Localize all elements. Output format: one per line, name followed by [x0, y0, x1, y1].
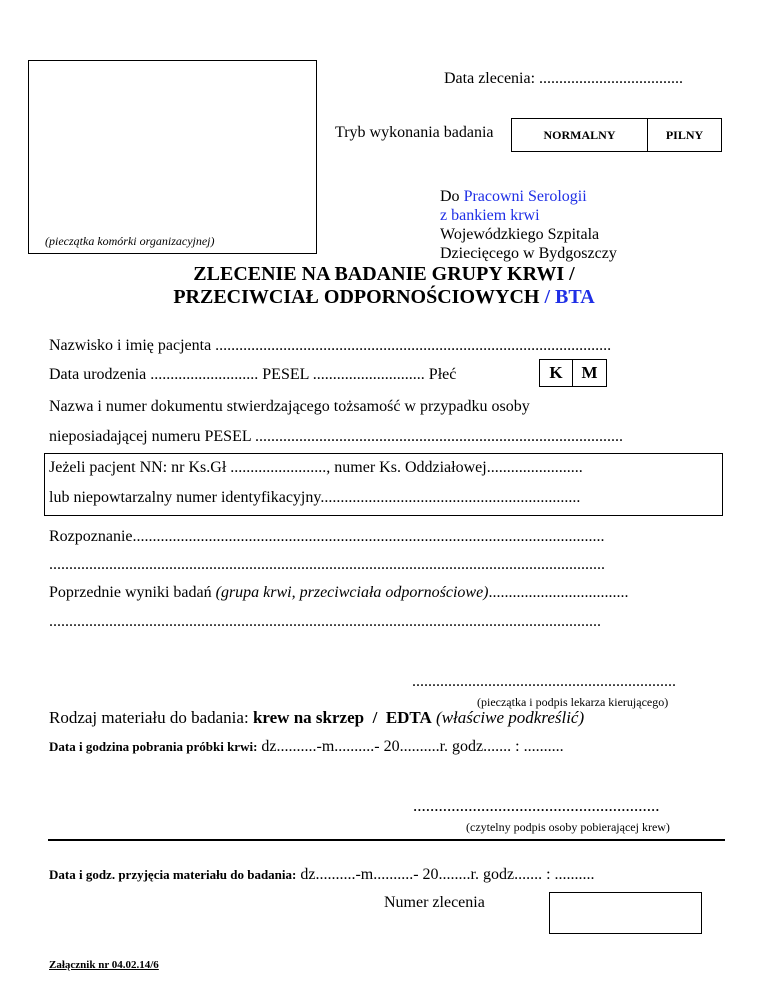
diagnosis-line1[interactable]: Rozpoznanie......................................................................................................................	[49, 528, 605, 545]
nn-line1[interactable]: Jeżeli pacjent NN: nr Ks.Gł ........................, numer Ks. Oddziałowej........................	[49, 459, 583, 476]
doctor-signature-dots[interactable]: ..................................................................	[412, 673, 676, 690]
previous-results-line2[interactable]: ..........................................................................................................................................	[49, 613, 601, 630]
receipt-label: Data i godz. przyjęcia materiału do badania:	[49, 867, 297, 882]
stamp-box	[28, 60, 317, 254]
diagnosis-line2[interactable]: ...........................................................................................................................................	[49, 556, 605, 573]
previous-results-label: Poprzednie wyniki badań	[49, 584, 212, 601]
section-divider	[48, 839, 725, 841]
mode-normal-option[interactable]: NORMALNY	[512, 119, 648, 151]
stamp-caption: (pieczątka komórki organizacyjnej)	[45, 234, 215, 248]
previous-results-hint: (grupa krwi, przeciwciała odpornościowe)	[215, 584, 489, 601]
recipient-lab-name: Pracowni Serologii	[463, 188, 587, 205]
document-line1: Nazwa i numer dokumentu stwierdzającego tożsamość w przypadku osoby	[49, 398, 530, 415]
patient-name-field[interactable]: Nazwisko i imię pacjenta ...................................................................................................	[49, 337, 612, 354]
doctor-signature-caption: (pieczątka i podpis lekarza kierującego)	[477, 695, 669, 709]
recipient-prefix: Do	[440, 188, 460, 205]
form-title-line1: ZLECENIE NA BADANIE GRUPY KRWI /	[193, 263, 575, 285]
attachment-footer: Załącznik nr 04.02.14/6	[49, 959, 159, 971]
document-line2[interactable]: nieposiadającej numeru PESEL ............................................................................................	[49, 428, 624, 445]
sampling-value[interactable]: dz..........-m..........- 20..........r. godz....... : ..........	[261, 738, 564, 755]
sex-m-option[interactable]: M	[581, 363, 598, 382]
material-line	[49, 708, 584, 728]
receipt-line	[49, 866, 595, 884]
form-title-suffix: / BTA	[544, 286, 595, 308]
previous-results-line1[interactable]	[49, 584, 629, 602]
material-label: Rodzaj materiału do badania:	[49, 708, 249, 727]
previous-results-dots[interactable]: ...................................	[488, 584, 629, 601]
order-number-label: Numer zlecenia	[384, 894, 485, 911]
form-title	[0, 263, 768, 309]
receipt-value[interactable]: dz..........-m..........- 20........r. godz....... : ..........	[300, 866, 595, 883]
sampling-label: Data i godzina pobrania próbki krwi:	[49, 739, 258, 754]
sampler-signature-caption: (czytelny podpis osoby pobierającej krew)	[466, 820, 670, 834]
form-title-main: PRZECIWCIAŁ ODPORNOŚCIOWYCH	[173, 286, 540, 308]
birth-pesel-field[interactable]: Data urodzenia ........................... PESEL ............................ Płeć	[49, 366, 457, 383]
recipient-line1	[440, 187, 617, 206]
sex-selector	[539, 359, 607, 387]
order-date-line	[444, 70, 683, 88]
order-date-label: Data zlecenia:	[444, 70, 536, 87]
sex-k-option[interactable]: K	[540, 360, 573, 386]
recipient-line4: Dziecięcego w Bydgoszczy	[440, 245, 617, 262]
order-date-dots[interactable]: ....................................	[539, 70, 684, 87]
form-title-line2	[0, 286, 768, 309]
material-option-edta[interactable]: EDTA	[385, 708, 432, 727]
material-separator: /	[372, 708, 378, 727]
recipient-line2: z bankiem krwi	[440, 207, 540, 224]
mode-urgent-option[interactable]: PILNY	[665, 127, 704, 142]
recipient-line3: Wojewódzkiego Szpitala	[440, 226, 600, 243]
sampling-line	[49, 738, 564, 756]
mode-selector	[511, 118, 722, 152]
nn-line2[interactable]: lub niepowtarzalny numer identyfikacyjny.................................................................	[49, 489, 581, 506]
recipient-block	[440, 187, 617, 263]
order-number-box[interactable]	[549, 892, 702, 934]
material-note: (właściwe podkreślić)	[436, 708, 585, 727]
sampler-signature-dots[interactable]: ..........................................................	[413, 796, 660, 815]
material-option-clot[interactable]: krew na skrzep	[252, 708, 365, 727]
mode-label: Tryb wykonania badania	[335, 124, 494, 141]
